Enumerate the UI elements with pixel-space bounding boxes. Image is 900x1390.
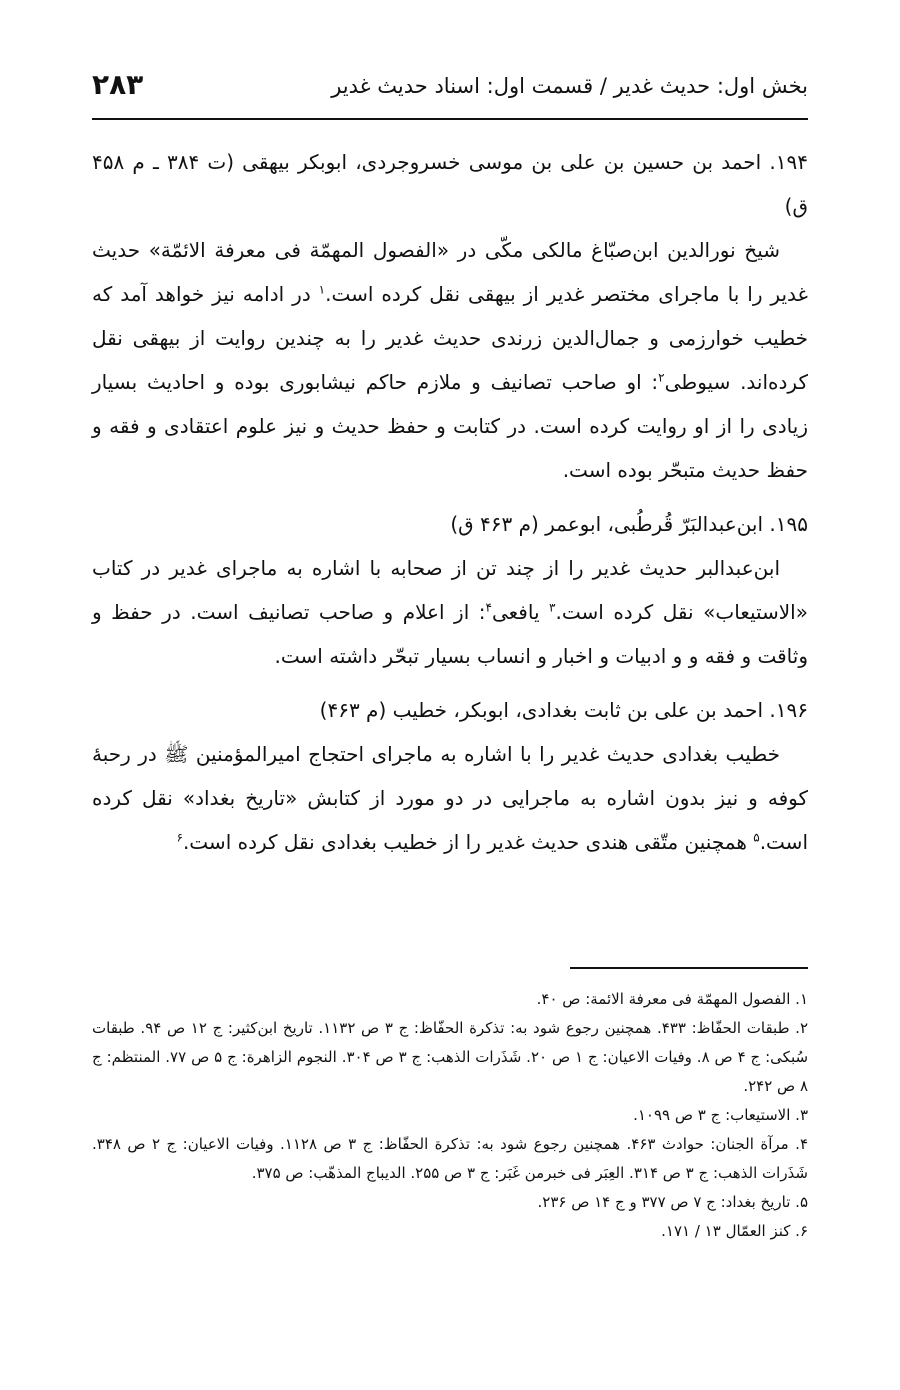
entry-heading: ۱۹۵. ابن‌عبدالبَرّ قُرطُبی، ابوعمر (م ۴۶۳ ق) xyxy=(450,512,808,536)
entry-195 xyxy=(92,502,808,678)
footnote-2: ۲. طبقات الحفّاظ: ۴۳۳. همچنین رجوع شود به: تذکرة الحفّاظ: ج ۳ ص ۱۱۳۲. تاریخ ابن‌کثیر: ج ۱۲ ص ۹۴. طبقات سُبکی: ج ۴ ص ۸. وفیات الاعیان: ج ۱ ص ۲۰. شَذَرات الذهب: ج ۳ ص ۳۰۴. النجوم الزاهرة: ج ۵ ص ۷۷. المنتظم: ج ۸ ص ۲۴۲. xyxy=(92,1019,809,1095)
footnote-ref[interactable]: ۶ xyxy=(176,830,183,845)
entry-paragraph xyxy=(92,732,808,864)
footnote-5: ۵. تاریخ بغداد: ج ۷ ص ۳۷۷ و ج ۱۴ ص ۲۳۶. xyxy=(537,1193,808,1211)
footnote-3: ۳. الاستیعاب: ج ۳ ص ۱۰۹۹. xyxy=(633,1106,808,1124)
main-text xyxy=(92,140,808,874)
footnote-ref[interactable]: ۴ xyxy=(485,600,492,615)
text-segment: : از اعلام و صاحب تصانیف است. در حفظ و وثاقت و فقه و و ادبیات و اخبار و انساب بسیار تبحّر داشته است. xyxy=(92,600,808,668)
entry-paragraph xyxy=(92,228,808,492)
entry-heading: ۱۹۴. احمد بن حسین بن علی بن موسی خسروجردی، ابوبکر بیهقی (ت ۳۸۴ ـ م ۴۵۸ ق) xyxy=(92,150,808,218)
footnote-6: ۶. کنز العمّال ۱۳ / ۱۷۱. xyxy=(661,1222,808,1240)
footnote-ref[interactable]: ۳ xyxy=(549,600,556,615)
page-number: ۲۸۳ xyxy=(92,68,144,101)
entry-heading: ۱۹۶. احمد بن علی بن ثابت بغدادی، ابوبکر، خطیب (م ۴۶۳) xyxy=(319,698,808,722)
header-rule xyxy=(92,118,808,120)
text-segment: : او صاحب تصانیف و ملازم حاکم نیشابوری بوده و احادیث بسیار زیادی را از او روایت کرده است. در کتابت و حفظ حدیث و نیز علوم اعتقادی و فقه و حفظ حدیث متبحّر بوده است. xyxy=(92,370,808,482)
text-segment: شیخ نورالدین ابن‌صبّاغ مالکی مکّی در «الفصول المهمّة فی معرفة الائمّة» حدیث غدیر را با ماجرای مختصر غدیر از بیهقی نقل کرده است. xyxy=(92,238,808,306)
entry-196 xyxy=(92,688,808,864)
text-segment: همچنین متّقی هندی حدیث غدیر را از خطیب بغدادی نقل کرده است. xyxy=(182,830,754,854)
entry-paragraph xyxy=(92,546,808,678)
footnotes xyxy=(92,985,808,1246)
footnote-1: ۱. الفصول المهمّة فی معرفة الائمة: ص ۴۰. xyxy=(536,990,808,1008)
text-segment: در ادامه نیز خواهد آمد که خطیب خوارزمی و جمال‌الدین زرندی حدیث غدیر را به چندین روایت از بیهقی نقل کرده‌اند. سیوطی xyxy=(92,282,808,394)
footnote-separator xyxy=(570,967,808,969)
entry-194 xyxy=(92,140,808,492)
footnote-4: ۴. مرآة الجنان: حوادث ۴۶۳. همچنین رجوع شود به: تذکرة الحفّاظ: ج ۳ ص ۱۱۲۸. وفیات الاعیان: ج ۲ ص ۳۴۸. شَذَرات الذهب: ج ۳ ص ۳۱۴. العِبَر فی خبرمن غَبَر: ج ۳ ص ۲۵۵. الدیباج المذهّب: ص ۳۷۵. xyxy=(92,1135,808,1182)
text-segment: خطیب بغدادی حدیث غدیر را با اشاره به ماجرای احتجاج امیرالمؤمنین ﷺ در رحبهٔ کوفه و نیز بدون اشاره به ماجرایی در دو مورد از کتابش «تاریخ بغداد» نقل کرده است. xyxy=(92,742,808,854)
footnote-ref[interactable]: ۵ xyxy=(753,830,760,845)
footnote-ref[interactable]: ۲ xyxy=(658,370,665,385)
text-segment: ابن‌عبدالبر حدیث غدیر را از چند تن از صحابه با اشاره به ماجرای غدیر در کتاب «الاستیعاب» نقل کرده است. xyxy=(92,556,808,624)
text-segment: یافعی xyxy=(491,600,550,624)
running-header-title: بخش اول: حدیث غدیر / قسمت اول: اسناد حدیث غدیر xyxy=(331,74,808,98)
footnote-ref[interactable]: ۱ xyxy=(318,282,326,297)
running-header xyxy=(92,66,808,110)
